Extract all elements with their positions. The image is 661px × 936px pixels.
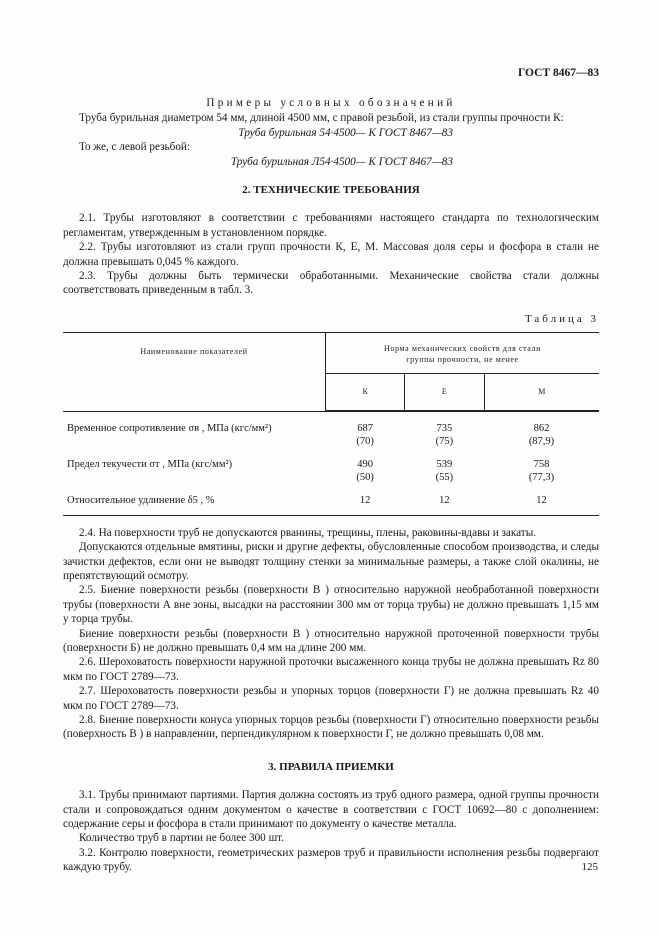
cell-value: 12 [405, 484, 484, 515]
paragraph-2-5b: Биение поверхности резьбы (поверхности В ) относительно наружной проточенной поверхности трубы (поверхности Б) не должно превышать 0,4 мм на длине 200 мм. [63, 627, 599, 654]
examples-heading: Примеры условных обозначений [206, 97, 456, 109]
group-m-header: М [484, 374, 599, 411]
column-group-header: Норма механических свойств для стали группы прочности, не менее [326, 333, 600, 374]
table-row [63, 412, 599, 449]
cell-value: 539 (55) [435, 459, 454, 484]
example-2-text: То же, с левой резьбой: [79, 141, 191, 154]
cell-value: 12 [326, 484, 405, 515]
example-1-text: Труба бурильная диаметром 54 мм, длиной 4500 мм, с правой резьбой, из стали группы прочности К: [79, 112, 564, 125]
column-name-header: Наименование показателей [63, 333, 326, 411]
cell-value: 758 (77,3) [528, 459, 555, 484]
group-k-header: К [326, 374, 405, 411]
paragraph-2-4: 2.4. На поверхности труб не допускаются рванины, трещины, плены, раковины-вдавы и закаты. [79, 526, 537, 539]
page-number: 125 [581, 861, 598, 873]
row-name: Относительное удлинение δ5 , % [63, 484, 326, 515]
standard-header: ГОСТ 8467—83 [518, 67, 599, 79]
cell-value: 735 (75) [435, 423, 454, 448]
cell-value: 12 [484, 484, 599, 515]
row-name: Временное сопротивление σв , МПа (кгс/мм²) [67, 423, 272, 435]
example-1-designation: Труба бурильная 54·4500— К ГОСТ 8467—83 [238, 126, 453, 139]
paragraph-3-1b: Количество труб в партии не более 300 шт. [79, 832, 285, 845]
cell-value: 687 (70) [356, 423, 374, 448]
paragraph-2-3: 2.3. Трубы должны быть термически обработанными. Механические свойства стали должны соответствовать приведенным в табл. 3. [63, 270, 599, 297]
paragraph-3-2: 3.2. Контролю поверхности, геометрических размеров труб и правильности исполнения резьбы подвергают каждую трубу. [63, 846, 599, 874]
mechanical-properties-table [63, 332, 599, 515]
table-row [63, 484, 599, 515]
paragraph-2-6: 2.6. Шероховатость поверхности наружной проточки высаженного конца трубы не должна превышать Rz 80 мкм по ГОСТ 2789—73. [63, 656, 599, 683]
page-content [63, 96, 599, 875]
example-2-designation: Труба бурильная Л54·4500— К ГОСТ 8467—83 [230, 155, 453, 168]
section-3-title: 3. ПРАВИЛА ПРИЕМКИ [268, 760, 394, 773]
table-row [63, 448, 599, 484]
paragraph-2-7: 2.7. Шероховатость поверхности резьбы и упорных торцов (поверхности Г) не должна превышать Rz 40 мкм по ГОСТ 2789—73. [63, 685, 599, 712]
paragraph-2-1: 2.1. Трубы изготовляют в соответствии с требованиями настоящего стандарта по технологическим регламентам, утвержденным в установленном порядке. [63, 212, 599, 239]
paragraph-2-2: 2.2. Трубы изготовляют из стали групп прочности К, Е, М. Массовая доля серы и фосфора в стали не должна превышать 0,045 % каждого. [63, 241, 599, 268]
paragraph-3-1: 3.1. Трубы принимают партиями. Партия должна состоять из труб одного размера, одной группы прочности стали и сопровождаться одним документом о качестве в соответствии с ГОСТ 10692—80 с дополнением: содержание серы и фосфора в стали принимают по документу о качестве металла. [63, 789, 599, 830]
paragraph-2-4b: Допускаются отдельные вмятины, риски и другие дефекты, обусловленные способом производства, и следы зачистки дефектов, если они не выводят толщину стенки за минимальные размеры, а также слой окалины, не препятствующий осмотру. [63, 541, 599, 582]
section-2-title: 2. ТЕХНИЧЕСКИЕ ТРЕБОВАНИЯ [242, 184, 420, 197]
cell-value: 862 (87,9) [528, 423, 555, 448]
group-e-header: Е [405, 374, 484, 411]
table-caption: Таблица 3 [524, 312, 599, 325]
paragraph-2-5: 2.5. Биение поверхности резьбы (поверхности В ) относительно наружной необработанной поверхности трубы (поверхности А вне зоны, высадки на расстоянии 300 мм от торца трубы) не должно превышать 1,15 мм у торца трубы. [63, 584, 599, 626]
cell-value: 490 (50) [356, 459, 374, 484]
row-name: Предел текучести σт , МПа (кгс/мм²) [67, 459, 233, 471]
paragraph-2-8: 2.8. Биение поверхности конуса упорных торцов резьбы (поверхности Г) относительно поверхности резьбы (поверхность В ) в направлении, перпендикулярном к поверхности Г, не должно превышать 0,08 мм. [63, 713, 599, 741]
